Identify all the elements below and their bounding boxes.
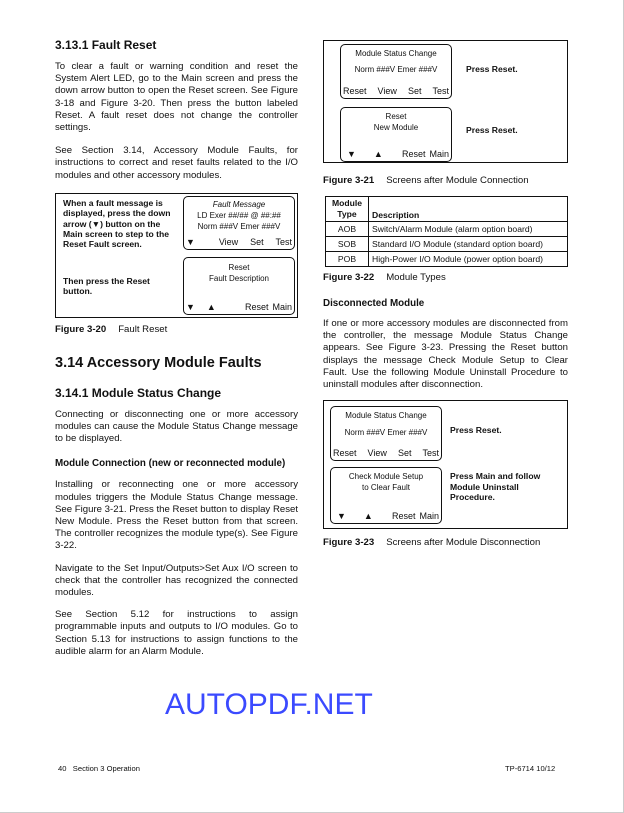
footer-doc-id: TP-6714 10/12 (505, 764, 556, 773)
lcd-line: Norm ###V Emer ###V (197, 221, 281, 231)
table-cell: Switch/Alarm Module (alarm option board) (369, 222, 568, 237)
reset-button-label: Reset (401, 149, 426, 159)
set-button-label: Set (397, 448, 412, 459)
paragraph: See Section 5.12 for instructions to assign programmable inputs and outputs to I/O modules. Go to Section 5.13 for instructions to assign functions to the audible alarm for an Alarm Module. (55, 609, 298, 657)
table-row (326, 252, 568, 267)
table-row (326, 237, 568, 252)
figure-caption (55, 324, 298, 336)
lcd-line: Reset (385, 112, 407, 121)
table-cell: POB (326, 252, 369, 267)
page-number: 40 (58, 764, 67, 773)
table-cell: SOB (326, 237, 369, 252)
set-button-label: Set (407, 86, 422, 96)
down-arrow-icon: ▼ (347, 149, 356, 159)
lcd-line: Fault Message (212, 199, 266, 209)
main-button-label: Main (429, 149, 449, 159)
test-button-label: Test (275, 236, 292, 247)
left-column (55, 38, 298, 658)
test-button-label: Test (422, 448, 439, 459)
lcd-line: Module Status Change (345, 411, 427, 421)
figure-3-20 (55, 193, 298, 318)
up-arrow-icon: ▲ (363, 511, 373, 522)
table-cell: AOB (326, 222, 369, 237)
figure-note: Press Reset. (466, 64, 518, 74)
lcd-screen-fault-message (183, 196, 295, 250)
figure-number: Figure 3-22 (323, 272, 375, 283)
lcd-line: Fault Description (208, 273, 270, 283)
figure-note: Press Reset. (450, 425, 502, 436)
caption-text: Module Types (386, 272, 446, 283)
reset-button-label: Reset (343, 86, 367, 96)
table-row (326, 222, 568, 237)
disconnected-module-heading: Disconnected Module (323, 298, 425, 309)
column-header: Description (369, 197, 568, 222)
figure-number: Figure 3-23 (323, 537, 375, 549)
test-button-label: Test (432, 86, 449, 96)
section-3-14-heading: 3.14 Accessory Module Faults (55, 354, 262, 371)
column-header: Module Type (326, 197, 369, 222)
lcd-line: Module Status Change (355, 49, 437, 58)
down-arrow-icon: ▼ (186, 236, 195, 247)
figure-note: Then press the Reset button. (63, 275, 150, 297)
footer-left (58, 764, 140, 773)
lcd-screen-reset-new-module (340, 107, 452, 162)
view-button-label: View (367, 448, 387, 459)
lcd-screen-module-status-change (330, 406, 442, 461)
table-cell: Standard I/O Module (standard option board) (369, 237, 568, 252)
set-button-label: Set (250, 236, 264, 247)
figure-3-23 (323, 400, 568, 529)
figure-number: Figure 3-21 (323, 175, 375, 186)
lcd-line: Norm ###V Emer ###V (354, 65, 438, 74)
view-button-label: View (218, 236, 239, 247)
lcd-screen-reset-fault (183, 257, 295, 315)
reset-button-label: Reset (333, 448, 357, 459)
down-arrow-icon: ▼ (337, 511, 346, 522)
lcd-screen-module-status-change (340, 44, 452, 99)
view-button-label: View (377, 86, 397, 96)
paragraph: Navigate to the Set Input/Outputs>Set Aux I/O screen to check that the controller has recognized the connected modules. (55, 562, 298, 599)
figure-caption (323, 175, 568, 187)
paragraph: If one or more accessory modules are disconnected from the controller, the message Module Status Change appears. See Figure 3-23. Pressing the Reset button displays the message Check Module Setup to Clear Fault. Use the following Module Uninstall Procedure to uninstall modules after disconnection. (323, 318, 568, 391)
section-3-14-1-heading: 3.14.1 Module Status Change (55, 385, 222, 400)
figure-note: Press Main and follow Module Uninstall Procedure. (450, 471, 541, 503)
right-column (323, 40, 568, 549)
figure-number: Figure 3-20 (55, 323, 107, 335)
paragraph: Connecting or disconnecting one or more accessory modules can cause the Module Status Change message to be displayed. (55, 408, 298, 445)
figure-caption (323, 537, 568, 549)
section-3-13-1-heading: 3.13.1 Fault Reset (55, 38, 157, 52)
figure-note: When a fault message is displayed, press the down arrow (▼) button on the Main screen to step to the Reset Fault screen. (63, 197, 171, 250)
paragraph: To clear a fault or warning condition and reset the System Alert LED, go to the Main screen and press the down arrow button to open the Reset screen. See Figure 3-18 and Figure 3-20. Then press the button labeled Reset. A fault reset does not change the controller settings. (55, 61, 298, 134)
module-connection-heading: Module Connection (new or reconnected module) (55, 458, 286, 470)
reset-button-label: Reset (391, 511, 416, 522)
paragraph: Installing or reconnecting one or more accessory modules triggers the Module Status Change message. See Figure 3-21. Press the Reset button to display Reset New Module. Press the Reset button from that screen. The controller recognizes the module type(s). See Figure 3-22. (55, 479, 298, 552)
figure-caption (323, 272, 568, 284)
down-arrow-icon: ▼ (186, 301, 195, 312)
caption-text: Screens after Module Connection (386, 175, 529, 186)
lcd-line: Check Module Setup (348, 472, 424, 482)
lcd-line: Norm ###V Emer ###V (344, 428, 428, 438)
figure-note: Press Reset. (466, 125, 518, 135)
footer-section: Section 3 Operation (72, 764, 140, 773)
main-button-label: Main (419, 511, 439, 522)
lcd-line: LD Exer ##/## @ ##:## (197, 210, 281, 220)
main-button-label: Main (272, 301, 292, 312)
lcd-line: New Module (373, 123, 419, 132)
table-header-row (326, 197, 568, 222)
up-arrow-icon: ▲ (373, 149, 383, 159)
caption-text: Fault Reset (118, 323, 168, 335)
paragraph: See Section 3.14, Accessory Module Faults, for instructions to correct and reset faults related to the I/O modules and other accessory modules. (55, 145, 298, 181)
watermark: AUTOPDF.NET (165, 688, 373, 721)
up-arrow-icon: ▲ (206, 301, 216, 312)
figure-3-21 (323, 40, 568, 163)
lcd-screen-check-module-setup (330, 467, 442, 524)
module-types-table (325, 196, 568, 267)
lcd-line: to Clear Fault (361, 483, 411, 493)
reset-button-label: Reset (244, 301, 269, 312)
caption-text: Screens after Module Disconnection (386, 537, 541, 549)
table-cell: High-Power I/O Module (power option board) (369, 252, 568, 267)
lcd-line: Reset (228, 262, 250, 272)
